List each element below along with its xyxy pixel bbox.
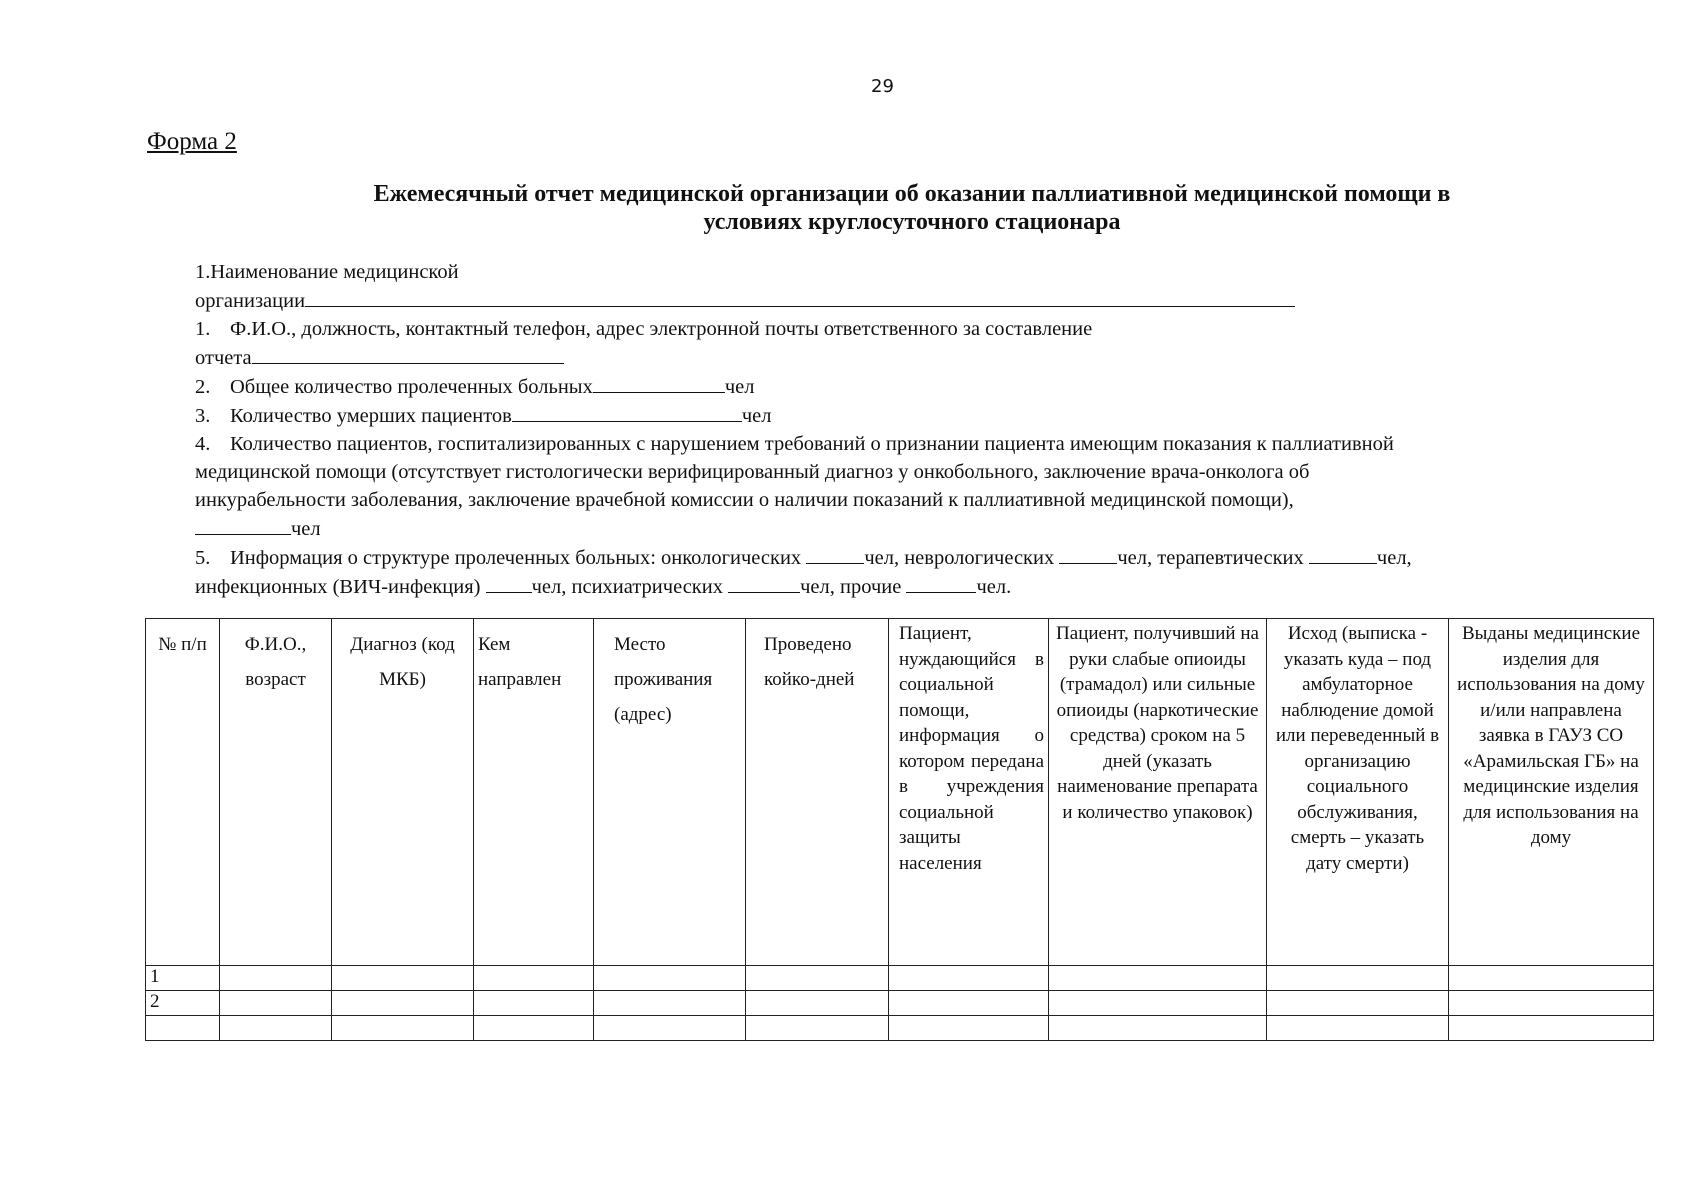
row-number: 2 (146, 991, 220, 1016)
table-cell[interactable] (1449, 966, 1654, 991)
table-row (146, 991, 1654, 1016)
org-name-label: 1.Наименование медицинской (195, 261, 459, 283)
row-number (146, 1016, 220, 1041)
structure-field-cont (195, 572, 1635, 601)
form-label: Форма 2 (147, 128, 237, 155)
treated-unit: чел (724, 376, 755, 398)
table-cell[interactable] (594, 991, 746, 1016)
table-cell[interactable] (1267, 1016, 1449, 1041)
other-blank[interactable] (906, 572, 976, 593)
table-cell[interactable] (220, 1016, 332, 1041)
report-title-line-2: условиях круглосуточного стационара (703, 209, 1121, 235)
oncology-blank[interactable] (806, 543, 864, 564)
hospitalized-number: 4. (195, 433, 211, 455)
header-outcome: Исход (выписка - указать куда – под амбулаторное наблюдение домой или переведенный в организацию социального обслуживания, смерть – указать дату смерти) (1267, 619, 1449, 966)
deceased-field (195, 401, 1635, 430)
table-cell[interactable] (889, 966, 1049, 991)
treated-field (195, 372, 1635, 401)
table-cell[interactable] (1267, 966, 1449, 991)
responsible-field-cont (195, 343, 1635, 372)
therapy-label: чел, терапевтических (1117, 547, 1304, 569)
table-cell[interactable] (1049, 1016, 1267, 1041)
org-name-field (195, 286, 1635, 315)
hospitalized-unit: чел (291, 518, 321, 540)
deceased-number: 3. (195, 405, 211, 427)
header-opioids: Пациент, получивший на руки слабые опиоиды (трамадол) или сильные опиоиды (наркотические средства) сроком на 5 дней (указать наименование препарата и количество упаковок) (1049, 619, 1267, 966)
table-cell[interactable] (220, 966, 332, 991)
responsible-label-cont: отчета (195, 347, 252, 369)
other-label: чел, прочие (800, 576, 902, 598)
table-cell[interactable] (1267, 991, 1449, 1016)
therapy-blank[interactable] (1309, 543, 1377, 564)
org-name-blank[interactable] (305, 286, 1295, 307)
neuro-label: чел, неврологических (864, 547, 1055, 569)
header-number: № п/п (146, 619, 220, 966)
deceased-label: Количество умерших пациентов (230, 405, 512, 427)
table-cell[interactable] (474, 1016, 594, 1041)
hospitalized-label-3: инкурабельности заболевания, заключение врачебной комиссии о наличии показаний к паллиативной медицинской помощи), (195, 489, 1294, 511)
header-diagnosis: Диагноз (код МКБ) (332, 619, 474, 966)
infection-label: инфекционных (ВИЧ-инфекция) (195, 576, 481, 598)
header-referred-by: Кем направлен (474, 619, 594, 966)
responsible-field (195, 315, 1635, 343)
neuro-blank[interactable] (1059, 543, 1117, 564)
header-social-help: Пациент, нуждающийся в социальной помощи, информация о котором передана в учреждения социальной защиты населения (889, 619, 1049, 966)
responsible-number: 1. (195, 318, 211, 340)
treated-number: 2. (195, 376, 211, 398)
psych-label: чел, психиатрических (531, 576, 723, 598)
structure-number: 5. (195, 547, 211, 569)
therapy-unit: чел, (1376, 547, 1412, 569)
table-row (146, 1016, 1654, 1041)
header-medical-devices: Выданы медицинские изделия для использования на дому и/или направлена заявка в ГАУЗ СО «Арамильская ГБ» на медицинские изделия для использования на дому (1449, 619, 1654, 966)
report-fields (195, 258, 1635, 601)
hospitalized-label-1: Количество пациентов, госпитализированных с нарушением требований о признании пациента имеющим показания к паллиативной (230, 433, 1394, 455)
treated-label: Общее количество пролеченных больных (230, 376, 593, 398)
hospitalized-blank[interactable] (195, 514, 291, 535)
report-title (272, 180, 1552, 236)
table-cell[interactable] (889, 1016, 1049, 1041)
report-title-line-1: Ежемесячный отчет медицинской организации об оказании паллиативной медицинской помощи в (373, 181, 1451, 207)
structure-field (195, 543, 1635, 572)
row-number: 1 (146, 966, 220, 991)
table-cell[interactable] (1049, 991, 1267, 1016)
hospitalized-field (195, 430, 1635, 458)
deceased-unit: чел (741, 405, 772, 427)
table-cell[interactable] (332, 966, 474, 991)
table-cell[interactable] (474, 966, 594, 991)
org-name-label-cont: организации (195, 290, 306, 312)
other-unit: чел. (976, 576, 1012, 598)
table-cell[interactable] (594, 966, 746, 991)
responsible-blank[interactable] (252, 343, 564, 364)
treated-blank[interactable] (593, 372, 725, 393)
table-cell[interactable] (746, 966, 889, 991)
page-number: 29 (871, 76, 894, 97)
infection-blank[interactable] (486, 572, 532, 593)
table-cell[interactable] (746, 991, 889, 1016)
table-cell[interactable] (1049, 966, 1267, 991)
table-cell[interactable] (746, 1016, 889, 1041)
table-cell[interactable] (220, 991, 332, 1016)
header-name-age: Ф.И.О., возраст (220, 619, 332, 966)
responsible-label: Ф.И.О., должность, контактный телефон, адрес электронной почты ответственного за составление (230, 318, 1093, 340)
header-residence: Место проживания (адрес) (594, 619, 746, 966)
table-cell[interactable] (594, 1016, 746, 1041)
structure-label: Информация о структуре пролеченных больных: онкологических (230, 547, 802, 569)
deceased-blank[interactable] (512, 401, 742, 422)
table-cell[interactable] (1449, 1016, 1654, 1041)
report-table (145, 618, 1654, 1041)
hospitalized-label-2: медицинской помощи (отсутствует гистологически верифицированный диагноз у онкобольного, заключение врача-онколога об (195, 461, 1310, 483)
table-cell[interactable] (474, 991, 594, 1016)
header-bed-days: Проведено койко-дней (746, 619, 889, 966)
table-cell[interactable] (1449, 991, 1654, 1016)
table-cell[interactable] (332, 1016, 474, 1041)
table-cell[interactable] (889, 991, 1049, 1016)
psych-blank[interactable] (728, 572, 800, 593)
hospitalized-value (195, 514, 1635, 543)
table-row (146, 966, 1654, 991)
table-cell[interactable] (332, 991, 474, 1016)
table-header-row (146, 619, 1654, 966)
